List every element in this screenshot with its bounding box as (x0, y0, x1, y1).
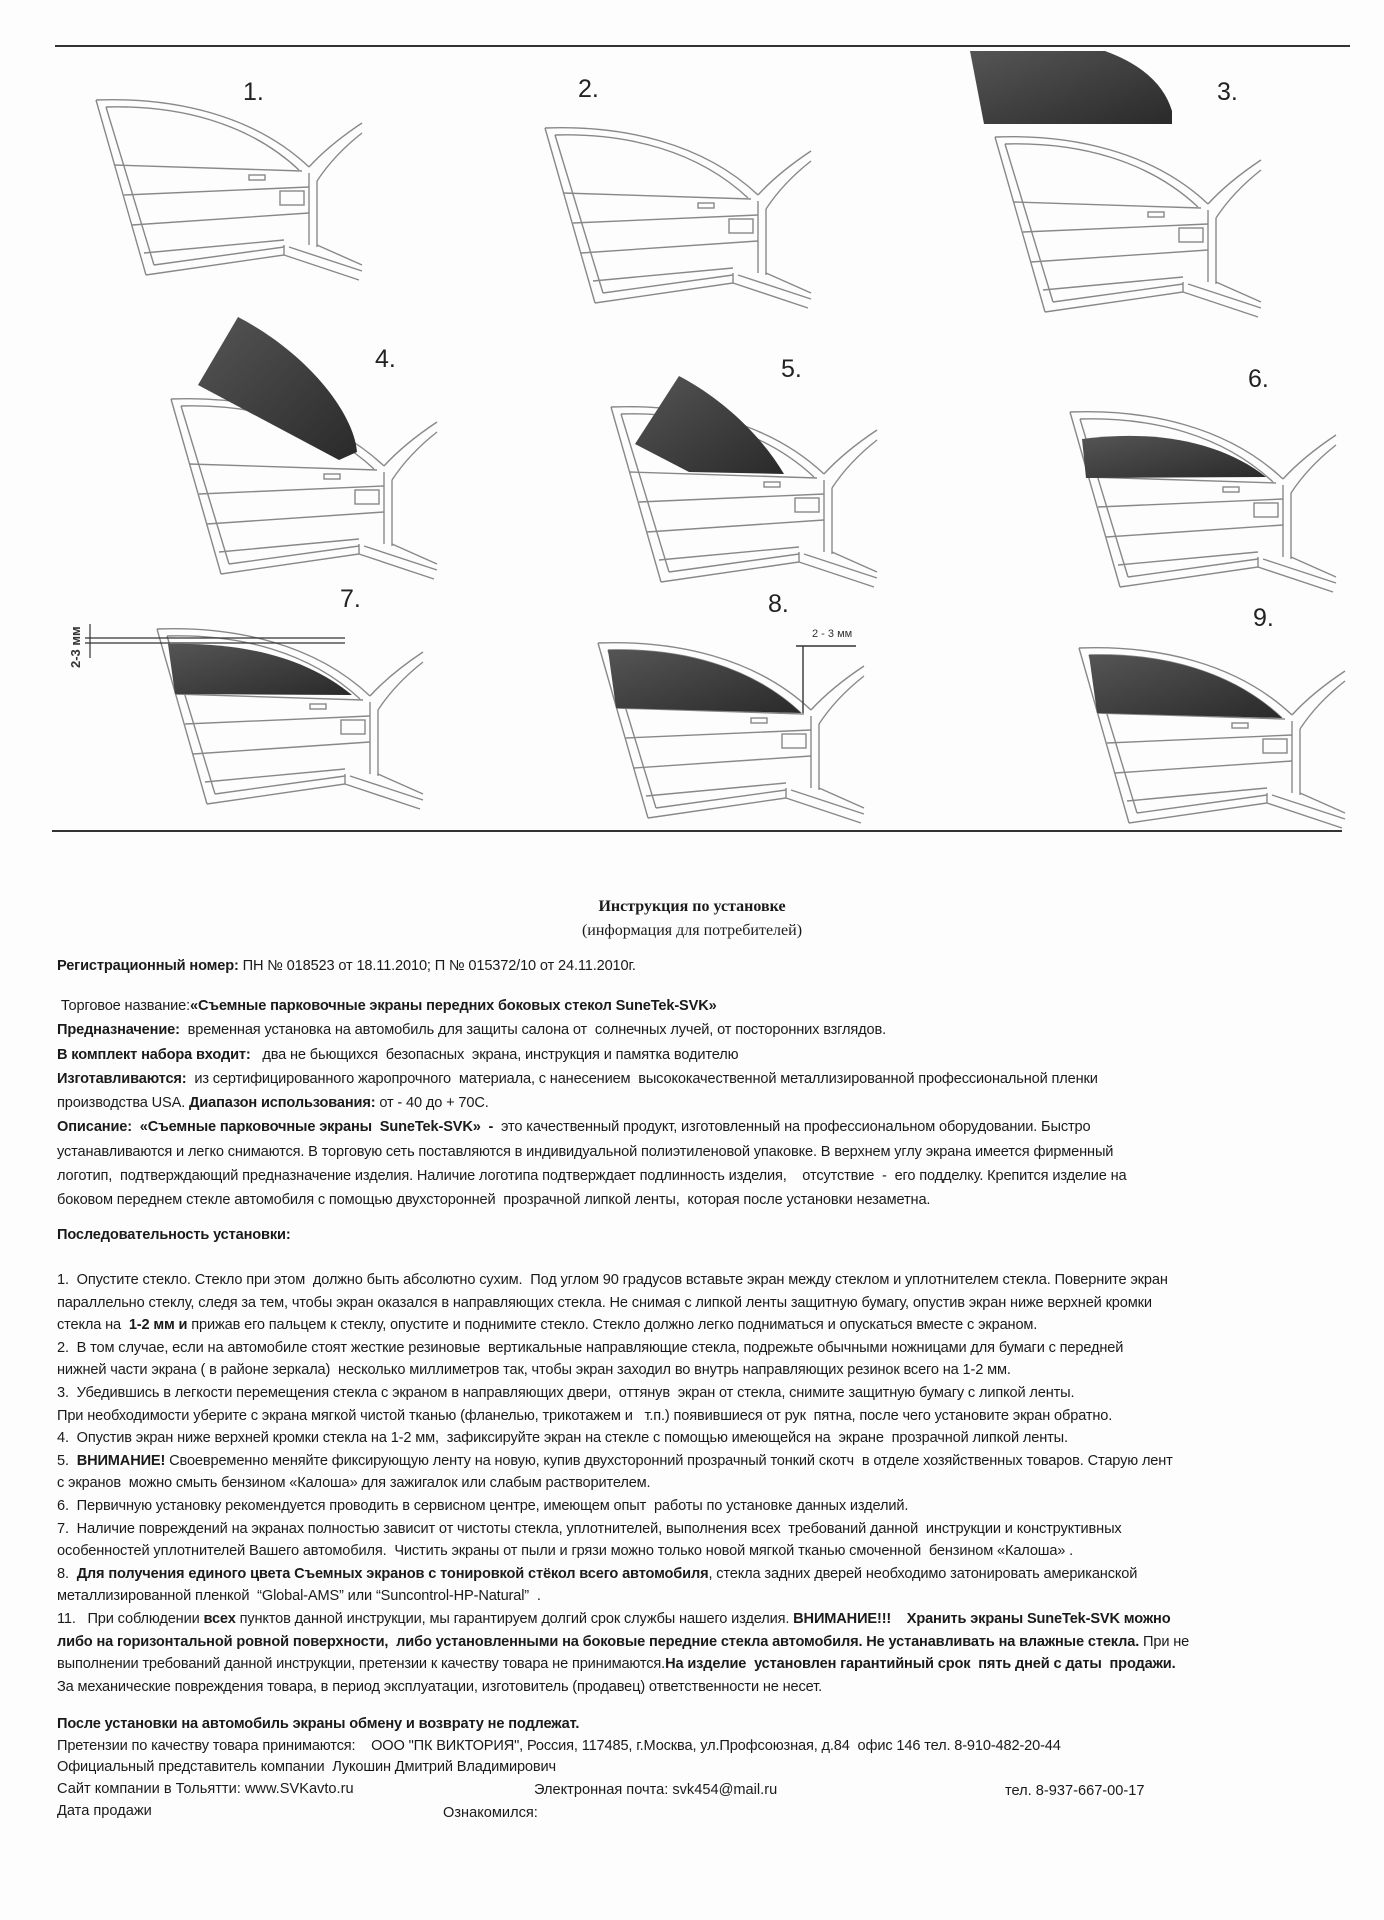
step-figure-8 (586, 638, 866, 823)
bold-text: либо на горизонтальной ровной поверхности, либо установленными на боковые передние стекла автомобиля. Не устанавливать на влажные стекла. (57, 1633, 1140, 1650)
text-line (57, 1292, 1189, 1315)
text: 11. При соблюдении (57, 1610, 204, 1627)
company-website: Сайт компании в Тольятти: www.SVKavto.ru (57, 1781, 354, 1797)
text-line (57, 1115, 1127, 1139)
text: пунктов данной инструкции, мы гарантируем долгий срок службы нашего изделия. (235, 1610, 794, 1627)
text-line (57, 1359, 1189, 1382)
text: стекла на (57, 1317, 129, 1334)
text-line (57, 1018, 1127, 1042)
bold-text: ВНИМАНИЕ!!! Хранить экраны SuneTek-SVK можно (793, 1610, 1171, 1627)
text: 3. Убедившись в легкости перемещения стекла с экраном в направляющих двери, оттянув экран от стекла, снимите защитную бумагу с липкой ленты. (57, 1384, 1075, 1401)
text-line (57, 1427, 1189, 1450)
bold-text: Описание: «Съемные парковочные экраны SuneTek-SVK» - (57, 1119, 498, 1136)
bold-text: Для получения единого цвета Съемных экранов с тонировкой стёкол всего автомобиля (76, 1565, 709, 1582)
text: При не (1139, 1633, 1190, 1650)
text-line (57, 1091, 1127, 1115)
text-line (57, 994, 1127, 1018)
product-info (57, 994, 1127, 1213)
step-figure-9 (1067, 643, 1347, 828)
company-phone: тел. 8-937-667-00-17 (1005, 1783, 1145, 1799)
bold-text: В комплект набора входит: (57, 1046, 251, 1063)
text-line (57, 1450, 1189, 1473)
text: 7. Наличие повреждений на экранах полностью зависит от чистоты стекла, уплотнителей, выполнения всех требований данной инструкции и конструктивных (57, 1520, 1122, 1537)
bold-text: 1-2 мм и (128, 1317, 188, 1334)
text: Своевременно меняйте фиксирующую ленту на новую, купив двухсторонний прозрачный тонкий скотч в отделе хозяйственных товаров. Старую лент (165, 1452, 1173, 1469)
text-line (57, 1337, 1189, 1360)
text-line (57, 1585, 1189, 1608)
figures-bottom-divider (52, 830, 1342, 832)
step-figure-5 (599, 402, 879, 587)
bold-text: ВНИМАНИЕ! (76, 1452, 166, 1469)
text-line (57, 1472, 1189, 1495)
text: 4. Опустив экран ниже верхней кромки стекла на 1-2 мм, зафиксируйте экран на стекле с помощью имеющейся на экране прозрачной липкой ленты. (57, 1430, 1068, 1447)
text-line (57, 1631, 1189, 1654)
text: ПН № 018523 от 18.11.2010; П № 015372/10 от 24.11.2010г. (238, 958, 636, 974)
step-number: 2. (578, 75, 599, 103)
top-divider (55, 45, 1350, 47)
text: производства USA. (57, 1095, 190, 1112)
company-email: Электронная почта: svk454@mail.ru (534, 1782, 778, 1798)
text: логотип, подтверждающий предназначение изделия. Наличие логотипа подтверждает подлинность изделия, отсутствие - его подделку. Крепится изделие на (57, 1168, 1127, 1185)
text: Торговое название: (57, 998, 190, 1014)
step-number: 8. (768, 590, 789, 618)
text-line (57, 1164, 1127, 1188)
step-figure-6 (1058, 407, 1338, 592)
bold-text: Изготавливаются: (57, 1070, 187, 1087)
text: особенностей уплотнителей Вашего автомобиля. Чистить экраны от пыли и грязи можно только новой мягкой тканью смоченной бензином «Калоша» . (57, 1543, 1074, 1560)
text-line (57, 1714, 1061, 1736)
text: 6. Первичную установку рекомендуется проводить в сервисном центре, имеющем опыт работы по установке данных изделий. (57, 1497, 909, 1514)
sale-date-field: Дата продажи (57, 1803, 152, 1819)
text-line (57, 1653, 1189, 1676)
text: 5. (57, 1452, 77, 1469)
text: прижав его пальцем к стеклу, опустите и поднимите стекло. Стекло должно легко подниматься и опускаться вместе с экраном. (187, 1317, 1038, 1334)
text-line (57, 1269, 1189, 1292)
document-title: Инструкция по установке (598, 898, 786, 915)
text-line (57, 1518, 1189, 1541)
registration-number (57, 954, 636, 978)
text-line (57, 1495, 1189, 1518)
text: с экранов можно смыть бензином «Калоша» для зажигалок или слабым растворителем. (57, 1475, 651, 1492)
step-number: 9. (1253, 604, 1274, 632)
text: от - 40 до + 70С. (375, 1095, 489, 1112)
bold-text: После установки на автомобиль экраны обмену и возврату не подлежат. (57, 1716, 580, 1732)
step-number: 5. (781, 355, 802, 383)
sunscreen-shape (1082, 436, 1266, 478)
door-outline (995, 137, 1261, 317)
text: из сертифицированного жаропрочного материала, с нанесением высококачественной металлизированной профессиональной пленки (186, 1070, 1098, 1087)
bold-text: всех (203, 1610, 236, 1627)
bold-text: Регистрационный номер: (57, 958, 239, 974)
text: нижней части экрана ( в районе зеркала) несколько миллиметров так, чтобы экран заходил во внутрь направляющих резинок всего на 1-2 мм. (57, 1362, 1011, 1379)
text: 8. (57, 1565, 77, 1582)
text: 2. В том случае, если на автомобиле стоят жесткие резиновые вертикальные направляющие стекла, подрежьте обычными ножницами для бумаги с передней (57, 1339, 1124, 1356)
text-line (57, 1563, 1189, 1586)
text-line (57, 1140, 1127, 1164)
sunscreen-step-3 (970, 51, 1175, 131)
text: устанавливаются и легко снимаются. В торговую сеть поставляются в индивидуальной полиэтиленовой упаковке. В верхнем углу экрана имеется фирменный (57, 1143, 1114, 1160)
text: За механические повреждения товара, в период эксплуатации, изготовитель (продавец) ответственности не несет. (57, 1678, 822, 1695)
acknowledged-field: Ознакомился: (443, 1805, 538, 1821)
step-figure-1 (84, 95, 364, 280)
sunscreen-shape (635, 376, 784, 474)
text: , стекла задних дверей необходимо затонировать американской (708, 1565, 1138, 1582)
door-outline (96, 100, 362, 280)
text-line (57, 1382, 1189, 1405)
text: это качественный продукт, изготовленный на профессиональном оборудовании. Быстро (497, 1119, 1091, 1136)
text-line (57, 1608, 1189, 1631)
sequence-heading: Последовательность установки: (57, 1227, 291, 1243)
text: Официальный представитель компании Лукошин Дмитрий Владимирович (57, 1759, 556, 1775)
step-number: 3. (1217, 78, 1238, 106)
sunscreen-shape (168, 644, 352, 695)
text: 1. Опустите стекло. Стекло при этом должно быть абсолютно сухим. Под углом 90 градусов вставьте экран между стеклом и уплотнителем стекла. Поверните экран (57, 1272, 1168, 1288)
step-figure-7 (145, 624, 425, 809)
text: Претензии по качеству товара принимаются: ООО "ПК ВИКТОРИЯ", Россия, 117485, г.Москва, ул.Профсоюзная, д.84 офис 146 тел. 8-910-482-20-44 (57, 1737, 1061, 1754)
sunscreen-shape (198, 317, 357, 460)
step-figure-3 (983, 132, 1263, 317)
text-line (57, 1188, 1127, 1212)
text-line (57, 1067, 1127, 1091)
step-figure-4 (159, 394, 439, 579)
step-figure-2 (533, 123, 813, 308)
door-outline (545, 128, 811, 308)
text: При необходимости уберите с экрана мягкой чистой тканью (фланелью, трикотажем и т.п.) появившиеся от рук пятна, после чего установите экран обратно. (57, 1407, 1113, 1424)
text-line (57, 1757, 1061, 1779)
bold-text: Предназначение: (57, 1022, 180, 1039)
installation-sequence (57, 1269, 1189, 1698)
text: временная установка на автомобиль для защиты салона от солнечных лучей, от посторонних взглядов. (179, 1022, 886, 1039)
gap-label: 2 - 3 мм (812, 628, 853, 640)
text: металлизированной пленкой “Global-AMS” или “Suncontrol-HP-Natural” . (57, 1588, 541, 1605)
step-number: 1. (243, 78, 264, 106)
footer-info (57, 1714, 1061, 1779)
text-line (57, 1540, 1189, 1563)
text: выполнении требований данной инструкции, претензии к качеству товара не принимаются. (57, 1656, 666, 1673)
text: два не бьющихся безопасных экрана, инструкция и памятка водителю (250, 1046, 739, 1063)
text: боковом переднем стекле автомобиля с помощью двухсторонней прозрачной липкой ленты, которая после установки незаметна. (57, 1192, 931, 1209)
gap-label: 2-3 мм (68, 626, 83, 668)
step-number: 6. (1248, 365, 1269, 393)
document-subtitle: (информация для потребителей) (581, 922, 803, 939)
bold-text: На изделие установлен гарантийный срок пять дней с даты продажи. (665, 1656, 1176, 1673)
bold-text: «Съемные парковочные экраны передних боковых стекол SuneTek-SVK» (190, 998, 717, 1014)
text-line (57, 1314, 1189, 1337)
text-line (57, 1043, 1127, 1067)
text: параллельно стеклу, следя за тем, чтобы экран оказался в направляющих стекла. Не снимая с липкой ленты защитную бумагу, опустив экран ниже верхней кромки (57, 1294, 1152, 1311)
step-number: 4. (375, 345, 396, 373)
text-line (57, 1676, 1189, 1699)
gap-marker (796, 646, 856, 713)
bold-text: Диапазон использования: (189, 1095, 376, 1112)
step-number: 7. (340, 585, 361, 613)
text-line (57, 1405, 1189, 1428)
text-line (57, 954, 636, 978)
text-line (57, 1736, 1061, 1758)
